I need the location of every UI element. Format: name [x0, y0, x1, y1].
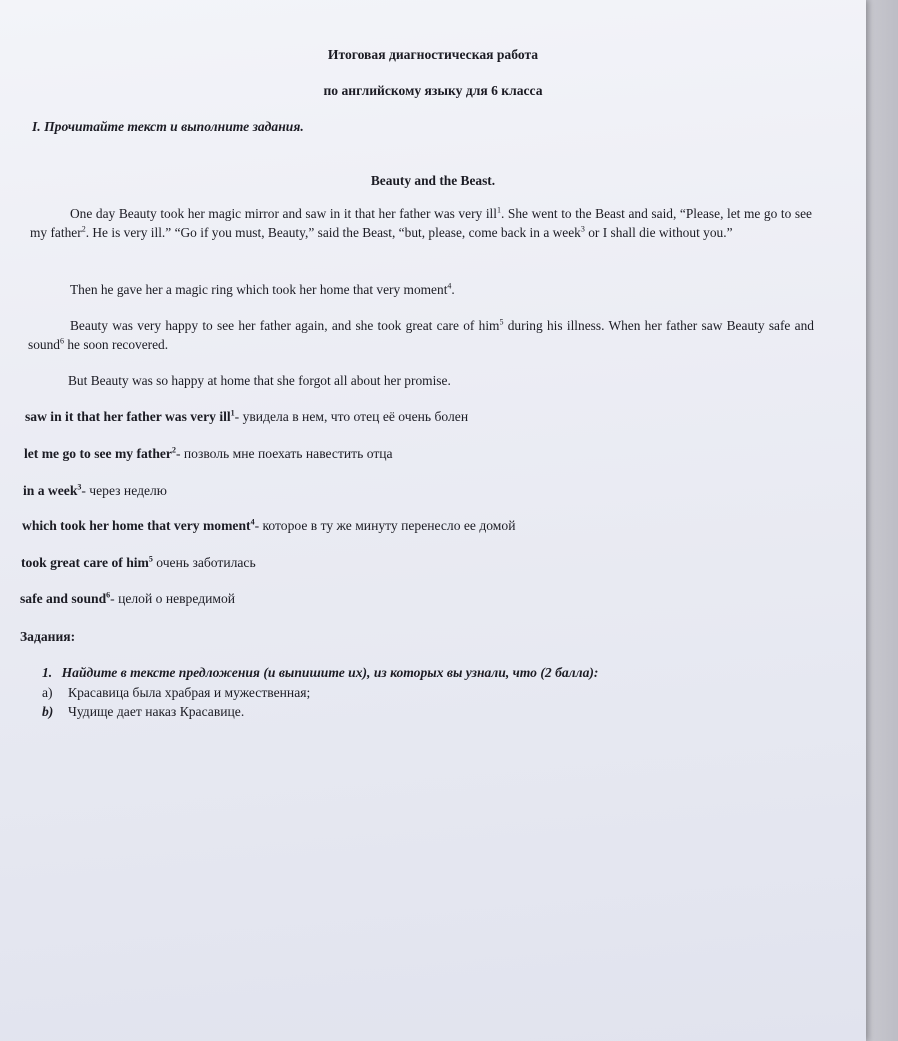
p1-text-b: . She went to the Beast and said, “Please, let me go to see my father	[30, 206, 812, 240]
glossary-footnote: 6	[106, 590, 111, 600]
option-label: a)	[42, 685, 53, 700]
task-1-option-a	[42, 684, 310, 702]
story-paragraph-2	[70, 281, 455, 299]
glossary-footnote: 3	[77, 482, 82, 492]
section-instruction-text: Прочитайте текст и выполните задания.	[44, 119, 304, 134]
footnote-6: 6	[60, 336, 64, 346]
task-1-option-b	[42, 703, 244, 721]
footnote-3: 3	[580, 224, 585, 234]
glossary-item-4	[22, 517, 516, 535]
p1-text-d: or I shall die without you.”	[584, 225, 733, 240]
p3-text-b: during his illness. When her father saw Beauty safe and sound	[28, 318, 814, 352]
footnote-5: 5	[499, 317, 504, 327]
task-1-text: Найдите в тексте предложения (и выпишите их), из которых вы узнали, что (2 балла):	[61, 665, 599, 680]
glossary-translation: - которое в ту же минуту перенесло ее домой	[254, 518, 516, 533]
option-label: b)	[42, 704, 54, 719]
task-1	[42, 664, 598, 682]
glossary-footnote: 5	[148, 554, 153, 564]
glossary-phrase: took great care of him	[21, 555, 149, 570]
glossary-phrase: in a week	[23, 483, 78, 498]
glossary-translation: очень заботилась	[152, 555, 256, 570]
glossary-item-1	[25, 408, 468, 426]
p3-text-c: he soon recovered.	[64, 337, 169, 352]
glossary-footnote: 2	[171, 445, 176, 455]
glossary-item-5	[21, 554, 256, 572]
story-title: Beauty and the Beast.	[370, 173, 496, 188]
glossary-translation: - целой о невредимой	[110, 591, 236, 606]
document-subtitle: по английскому языку для 6 класса	[323, 83, 543, 98]
footnote-1: 1	[496, 205, 501, 215]
option-text: Красавица была храбрая и мужественная;	[68, 685, 311, 700]
section-instruction	[32, 118, 304, 136]
glossary-footnote: 4	[250, 517, 255, 527]
background-surface	[862, 0, 898, 1041]
p1-text-a: One day Beauty took her magic mirror and saw in it that her father was very ill	[70, 206, 497, 221]
glossary-footnote: 1	[230, 408, 235, 418]
footnote-4: 4	[447, 281, 452, 291]
glossary-item-2	[24, 445, 393, 463]
glossary-phrase: safe and sound	[20, 591, 107, 606]
option-text: Чудище дает наказ Красавице.	[68, 704, 245, 719]
p2-text-b: .	[451, 282, 455, 297]
footnote-2: 2	[81, 224, 86, 234]
glossary-phrase: let me go to see my father	[24, 446, 172, 461]
tasks-heading: Задания:	[20, 629, 76, 644]
document-title: Итоговая диагностическая работа	[327, 47, 539, 62]
p3-text-a: Beauty was very happy to see her father again, and she took great care of him	[70, 318, 500, 333]
p2-text-a: Then he gave her a magic ring which took her home that very moment	[70, 282, 448, 297]
glossary-translation: - через неделю	[81, 483, 167, 498]
glossary-phrase: which took her home that very moment	[22, 518, 251, 533]
p1-text-c: . He is very ill.” “Go if you must, Beauty,” said the Beast, “but, please, come back in a week	[85, 225, 581, 240]
task-1-number: 1.	[42, 665, 53, 680]
section-numeral: I.	[32, 119, 41, 134]
story-paragraph-1	[30, 204, 812, 242]
story-paragraph-3	[28, 316, 814, 354]
glossary-translation: - увидела в нем, что отец её очень болен	[234, 409, 469, 424]
glossary-item-6	[20, 590, 235, 608]
glossary-item-3	[23, 482, 167, 500]
glossary-phrase: saw in it that her father was very ill	[25, 409, 231, 424]
glossary-translation: - позволь мне поехать навестить отца	[175, 446, 393, 461]
story-paragraph-4: But Beauty was so happy at home that she forgot all about her promise.	[68, 373, 451, 388]
